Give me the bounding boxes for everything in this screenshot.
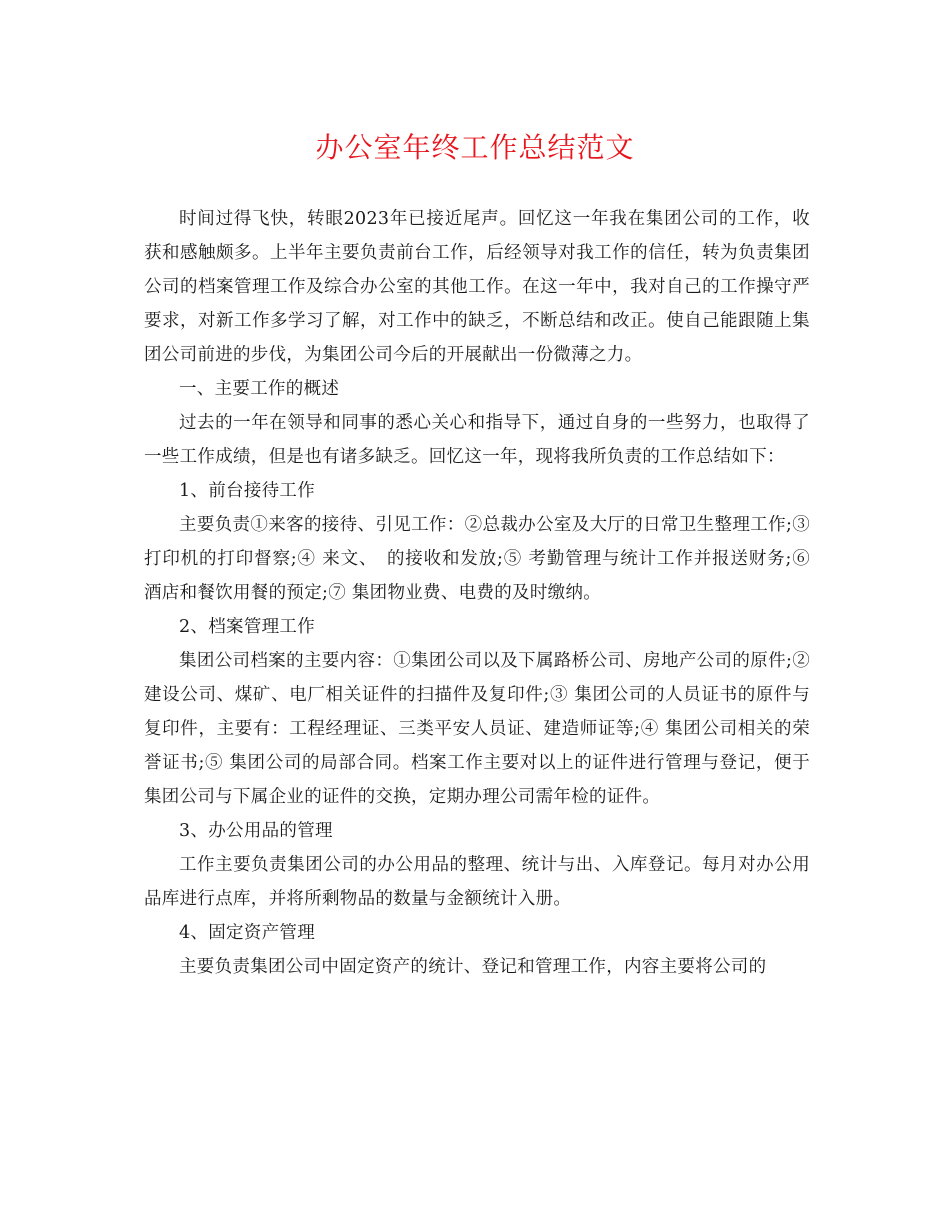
subheading-office-supplies: 3、办公用品的管理 — [179, 821, 333, 841]
paragraph-intro: 时间过得飞快，转眼2023年已接近尾声。回忆这一年我在集团公司的工作，收获和感触颇多。上半年主要负责前台工作，后经领导对我工作的信任，转为负责集团公司的档案管理工作及综合办公室的其他工作。在这一年中，我对自己的工作操守严要求，对新工作多学习了解，对工作中的缺乏，不断总结和改正。使自己能跟随上集团公司前进的步伐，为集团公司今后的开展献出一份微薄之力。 — [144, 209, 810, 365]
paragraph-overview: 过去的一年在领导和同事的悉心关心和指导下，通过自身的一些努力，也取得了一些工作成绩，但是也有诸多缺乏。回忆这一年，现将我所负责的工作总结如下： — [144, 413, 810, 467]
subheading-archives: 2、档案管理工作 — [179, 617, 316, 637]
paragraph-archives: 集团公司档案的主要内容：①集团公司以及下属路桥公司、房地产公司的原件;② 建设公司、煤矿、电厂相关证件的扫描件及复印件;③ 集团公司的人员证书的原件与复印件，主要有：工程经理证、三类平安人员证、建造师证等;④ 集团公司相关的荣誉证书;⑤ 集团公司的局部合同。档案工作主要对以上的证件进行管理与登记，便于集团公司与下属企业的证件的交换，定期办理公司需年检的证件。 — [144, 651, 810, 807]
section-heading-overview: 一、主要工作的概述 — [179, 379, 340, 399]
subheading-reception: 1、前台接待工作 — [179, 481, 316, 501]
subheading-fixed-assets: 4、固定资产管理 — [179, 923, 316, 943]
paragraph-office-supplies: 工作主要负责集团公司的办公用品的整理、统计与出、入库登记。每月对办公用品库进行点库，并将所剩物品的数量与金额统计入册。 — [144, 855, 810, 909]
document-body — [144, 202, 810, 984]
paragraph-reception: 主要负责①来客的接待、引见工作：②总裁办公室及大厅的日常卫生整理工作;③ 打印机的打印督察;④ 来文、 的接收和发放;⑤ 考勤管理与统计工作并报送财务;⑥ 酒店和餐饮用餐的预定;⑦ 集团物业费、电费的及时缴纳。 — [144, 515, 810, 603]
document-title: 办公室年终工作总结范文 — [315, 131, 635, 164]
paragraph-fixed-assets: 主要负责集团公司中固定资产的统计、登记和管理工作，内容主要将公司的 — [179, 957, 767, 977]
